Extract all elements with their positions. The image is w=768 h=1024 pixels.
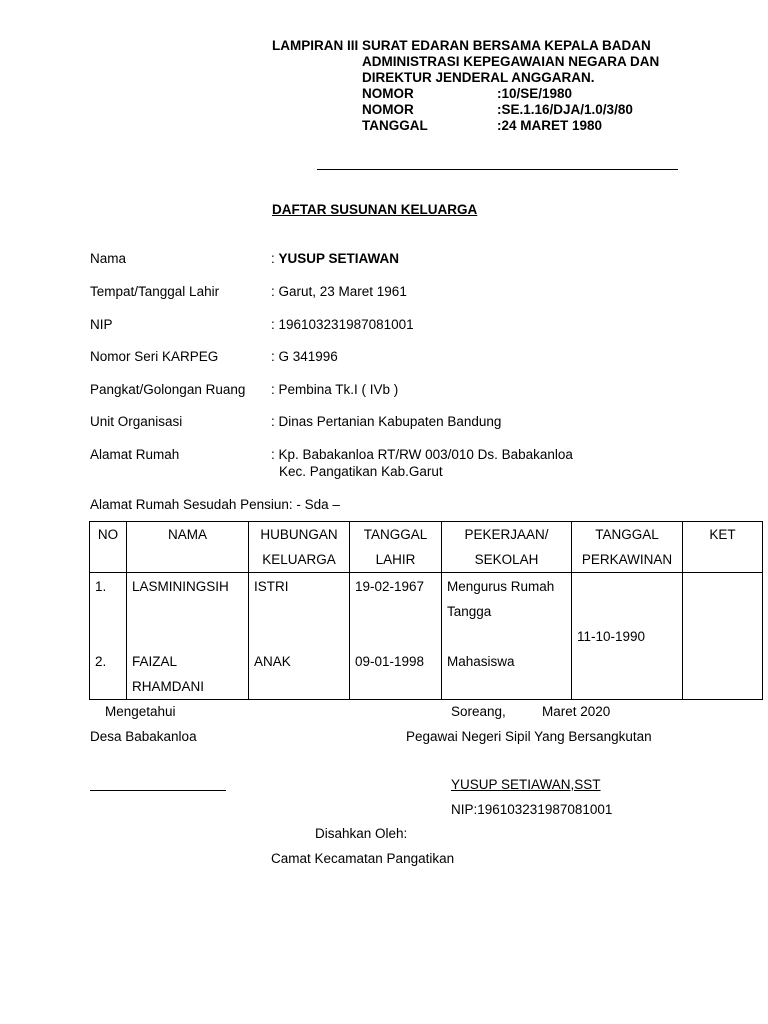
table-header-hubungan: HUBUNGAN KELUARGA <box>249 522 350 573</box>
field-label-ttl: Tempat/Tanggal Lahir <box>90 284 220 299</box>
cell-tanggal-perkawinan: 11-10-1990 <box>572 573 683 700</box>
field-value-unit: : Dinas Pertanian Kabupaten Bandung <box>271 414 502 429</box>
ref-label-nomor-2: NOMOR <box>362 102 414 117</box>
table-header-tanggal-lahir: TANGGAL LAHIR <box>350 522 442 573</box>
ref-value-nomor-1: :10/SE/1980 <box>497 86 573 101</box>
field-value-alamat-line-2: Kec. Pangatikan Kab.Garut <box>279 464 443 479</box>
table-header-tanggal-perkawinan: TANGGAL PERKAWINAN <box>572 522 683 573</box>
cell-tanggal-lahir: 19-02-1967 09-01-1998 <box>350 573 442 700</box>
field-label-alamat: Alamat Rumah <box>90 447 180 462</box>
header-line-3: DIREKTUR JENDERAL ANGGARAN. <box>362 70 595 85</box>
cell-pekerjaan: Mengurus Rumah Tangga Mahasiswa <box>442 573 572 700</box>
cell-hubungan: ISTRI ANAK <box>249 573 350 700</box>
field-value-nip: : 196103231987081001 <box>271 317 414 332</box>
sig-right-place: Soreang, <box>451 704 506 719</box>
ref-value-tanggal: :24 MARET 1980 <box>497 118 603 133</box>
ref-label-nomor-1: NOMOR <box>362 86 414 101</box>
family-table <box>89 521 763 700</box>
sig-left-mengetahui: Mengetahui <box>105 704 176 719</box>
header-divider <box>317 169 678 170</box>
sig-right-role: Pegawai Negeri Sipil Yang Bersangkutan <box>406 729 652 744</box>
cell-no: 1. 2. <box>90 573 127 700</box>
approved-by: Disahkan Oleh: <box>315 826 408 841</box>
field-label-karpeg: Nomor Seri KARPEG <box>90 349 219 364</box>
sig-right-name: YUSUP SETIAWAN,SST <box>451 777 601 792</box>
approver: Camat Kecamatan Pangatikan <box>271 851 455 866</box>
sig-left-desa: Desa Babakanloa <box>90 729 197 744</box>
pension-address: Alamat Rumah Sesudah Pensiun: - Sda – <box>90 497 340 512</box>
document-title: DAFTAR SUSUNAN KELUARGA <box>272 202 478 217</box>
field-value-nama-bold: YUSUP SETIAWAN <box>278 251 400 266</box>
field-value-pangkat: : Pembina Tk.I ( IVb ) <box>271 382 399 397</box>
header-line-2: ADMINISTRASI KEPEGAWAIAN NEGARA DAN <box>362 54 660 69</box>
table-row <box>90 573 763 700</box>
sig-left-line <box>90 790 226 791</box>
table-header-pekerjaan: PEKERJAAN/ SEKOLAH <box>442 522 572 573</box>
field-label-pangkat: Pangkat/Golongan Ruang <box>90 382 246 397</box>
sig-right-date: Maret 2020 <box>542 704 611 719</box>
field-label-unit: Unit Organisasi <box>90 414 183 429</box>
sig-right-nip: NIP:196103231987081001 <box>451 802 613 817</box>
field-label-nama: Nama <box>90 251 127 266</box>
field-value-ttl: : Garut, 23 Maret 1961 <box>271 284 407 299</box>
cell-ket <box>683 573 763 700</box>
ref-label-tanggal: TANGGAL <box>362 118 428 133</box>
field-value-nama: : YUSUP SETIAWAN <box>271 251 400 266</box>
ref-value-nomor-2: :SE.1.16/DJA/1.0/3/80 <box>497 102 633 117</box>
field-value-alamat: : Kp. Babakanloa RT/RW 003/010 Ds. Babakanloa <box>271 447 573 462</box>
table-header-no: NO <box>90 522 127 573</box>
header-line-1: LAMPIRAN III SURAT EDARAN BERSAMA KEPALA BADAN <box>272 38 651 53</box>
table-header-ket: KET <box>683 522 763 573</box>
cell-nama: LASMININGSIH FAIZAL RHAMDANI <box>127 573 249 700</box>
table-header-row <box>90 522 763 573</box>
field-value-karpeg: : G 341996 <box>271 349 338 364</box>
table-header-nama: NAMA <box>127 522 249 573</box>
field-label-nip: NIP <box>90 317 113 332</box>
